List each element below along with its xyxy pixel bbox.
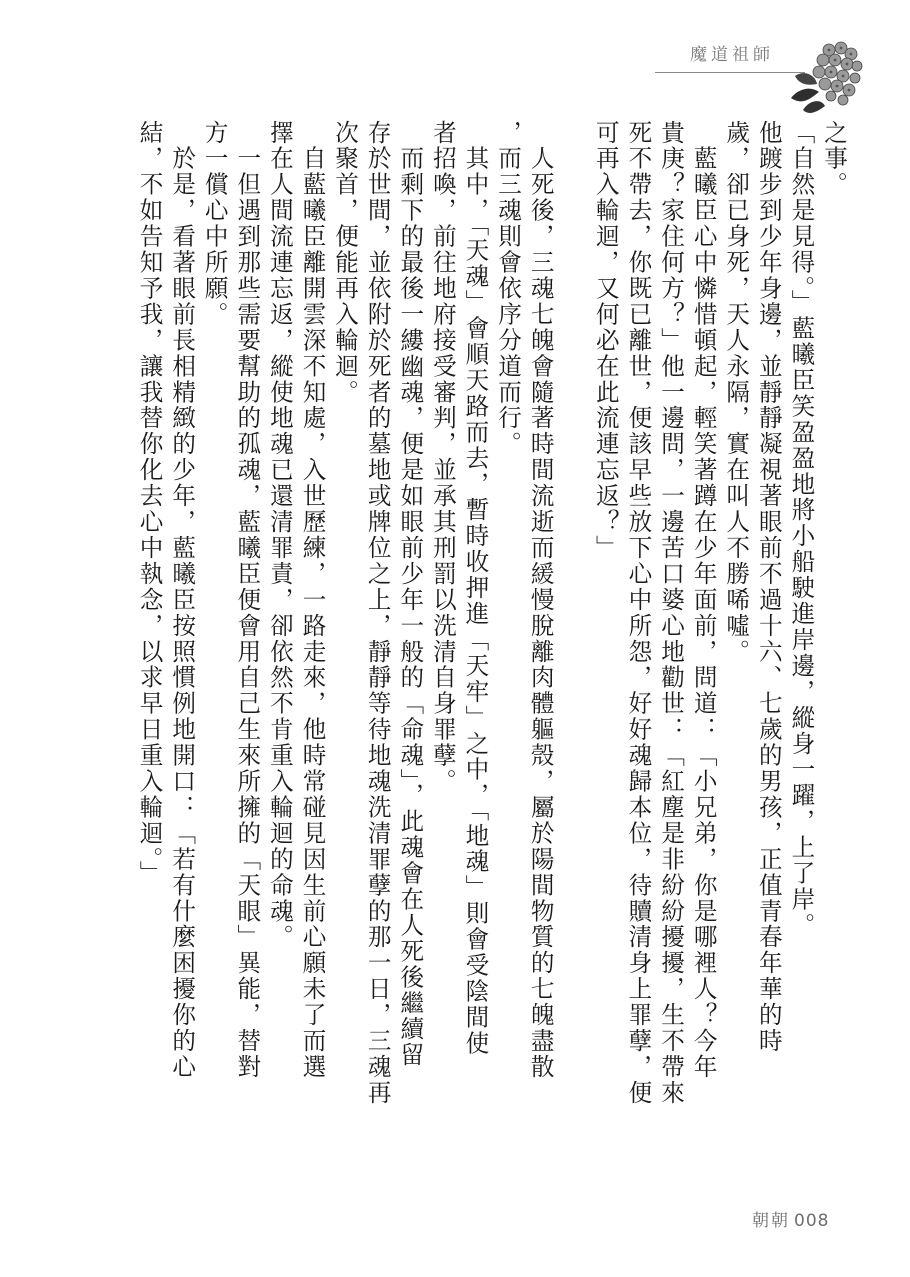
text-column: 而剩下的最後一縷幽魂，便是如眼前少年一般的「命魂」，此魂會在人死後繼續留 [396,120,425,1069]
hydrangea-flower-icon [785,36,863,118]
text-column: 藍曦臣心中憐惜頓起，輕笑著蹲在少年面前，問道：「小兄弟，你是哪裡人？今年 [689,120,718,1081]
text-column: 自藍曦臣離開雲深不知處，入世歷練，一路走來，他時常碰見因生前心願未了而選 [298,120,327,1081]
page-number: 008 [794,1211,830,1231]
text-column: 他踱步到少年身邊，並靜靜凝視著眼前不過十六、七歲的男孩，正值青春年華的時 [754,120,783,1055]
text-column: ，而三魂則會依序分道而行。 [494,120,523,458]
text-column: 一但遇到那些需要幫助的孤魂，藍曦臣便會用自己生來所擁的「天眼」異能，替對 [233,120,262,1081]
text-column: 結，不如告知予我，讓我替你化去心中執念，以求早日重入輪迴。」 [135,120,164,887]
text-column: 存於世間，並依附於死者的墓地或牌位之上，靜靜等待地魂洗清罪孽的那一日，三魂再 [363,120,392,1107]
page-footer [752,1206,829,1231]
vertical-text-body [133,120,850,1200]
text-column: 死不帶去，你既已離世，便該早些放下心中所怨，好好魂歸本位，待贖清身上罪孽，便 [624,120,653,1107]
text-column: 之事。 [820,120,848,198]
text-column: 「自然是見得。」藍曦臣笑盈盈地將小船駛進岸邊，縱身一躍，上了岸。 [787,120,816,939]
text-column: 擇在人間流連忘返，縱使地魂已還清罪責，卻依然不肯重入輪迴的命魂。 [265,120,294,951]
text-column: 其中，「天魂」會順天路而去，暫時收押進「天牢」之中，「地魂」則會受陰間使 [461,120,490,1057]
header-rule [655,72,805,73]
book-title-header: 魔道祖師 [690,45,774,65]
text-column: 次聚首，便能再入輪迴。 [331,120,360,406]
text-column: 方一償心中所願。 [200,120,229,328]
text-column: 人死後，三魂七魄會隨著時間流逝而緩慢脫離肉體軀殼，屬於陽間物質的七魄盡散 [526,120,555,1081]
blank-column [557,120,590,1200]
text-column: 歲，卻已身死，天人永隔，實在叫人不勝唏噓。 [722,120,751,665]
text-column: 於是，看著眼前長相精緻的少年，藍曦臣按照慣例地開口：「若有什麼困擾你的心 [168,120,197,1081]
text-column: 者招喚，前往地府接受審判，並承其刑罰以洗清自身罪孽。 [428,120,457,795]
footer-book-title: 朝朝 [752,1211,790,1231]
text-column: 貴庚？家住何方？」他一邊問，一邊苦口婆心地勸世：「紅塵是非紛紛擾擾，生不帶來 [657,120,686,1107]
text-column: 可再入輪迴，又何必在此流連忘返？」 [591,120,620,562]
